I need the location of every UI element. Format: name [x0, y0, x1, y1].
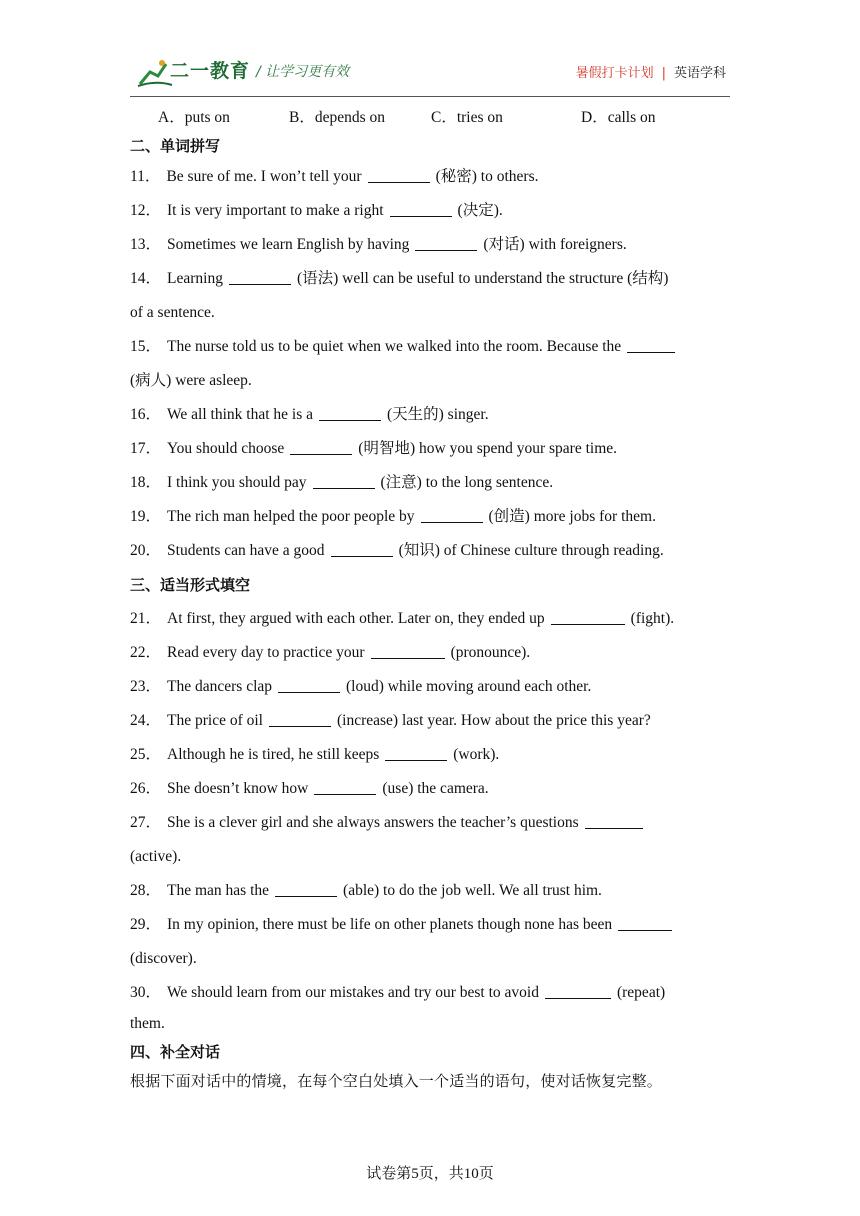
- worksheet-content: [130, 104, 732, 1096]
- question-29-continued: (discover).: [130, 950, 197, 967]
- answer-blank[interactable]: [618, 914, 672, 931]
- question-23: 23． The dancers clap (loud) while moving around each other.: [130, 678, 592, 695]
- page-footer: 试卷第5页，共10页: [366, 1166, 494, 1182]
- page-header: [130, 52, 730, 97]
- answer-blank[interactable]: [551, 608, 625, 625]
- answer-blank[interactable]: [313, 472, 375, 489]
- answer-blank[interactable]: [275, 880, 337, 897]
- question-20: 20． Students can have a good (知识) of Chinese culture through reading.: [130, 542, 664, 559]
- question-16: 16． We all think that he is a (天生的) singer.: [130, 406, 489, 423]
- answer-blank[interactable]: [390, 200, 452, 217]
- question-26: 26． She doesn’t know how (use) the camera.: [130, 780, 489, 797]
- answer-blank[interactable]: [269, 710, 331, 727]
- answer-blank[interactable]: [385, 744, 447, 761]
- plan-label: 暑假打卡计划: [575, 66, 654, 81]
- section-instruction: 根据下面对话中的情境，在每个空白处填入一个适当的语句，使对话恢复完整。: [130, 1072, 663, 1090]
- question-13: 13． Sometimes we learn English by having (对话) with foreigners.: [130, 236, 627, 253]
- question-22: 22． Read every day to practice your (pronounce).: [130, 644, 531, 661]
- answer-blank[interactable]: [319, 404, 381, 421]
- question-27: 27． She is a clever girl and she always answers the teacher’s questions: [130, 806, 732, 840]
- question-28: 28． The man has the (able) to do the job well. We all trust him.: [130, 882, 602, 899]
- question-15: 15． The nurse told us to be quiet when we walked into the room. Because the: [130, 330, 732, 364]
- answer-blank[interactable]: [627, 336, 675, 353]
- answer-blank[interactable]: [290, 438, 352, 455]
- option-d: D．calls on: [581, 109, 656, 126]
- option-b: B．depends on: [289, 109, 386, 126]
- section-heading-spelling: 二、单词拼写: [130, 137, 221, 155]
- question-25: 25． Although he is tired, he still keeps (work).: [130, 746, 500, 763]
- option-a: A．puts on: [158, 109, 230, 126]
- subject-label: 英语学科: [673, 66, 726, 81]
- question-14-continued: of a sentence.: [130, 304, 215, 321]
- question-21: 21． At first, they argued with each other. Later on, they ended up (fight).: [130, 610, 675, 627]
- answer-blank[interactable]: [415, 234, 477, 251]
- answer-blank[interactable]: [368, 166, 430, 183]
- slogan: / 让学习更有效: [256, 64, 350, 80]
- answer-blank[interactable]: [314, 778, 376, 795]
- section-heading-dialogue: 四、补全对话: [130, 1043, 221, 1061]
- answer-blank[interactable]: [371, 642, 445, 659]
- question-30-continued: them.: [130, 1015, 165, 1032]
- answer-blank[interactable]: [229, 268, 291, 285]
- option-c: C．tries on: [431, 109, 503, 126]
- answer-blank[interactable]: [331, 540, 393, 557]
- question-14: 14． Learning (语法) well can be useful to understand the structure (结构): [130, 270, 669, 287]
- header-right: [576, 62, 726, 81]
- answer-blank[interactable]: [545, 982, 611, 999]
- question-15-continued: (病人) were asleep.: [130, 372, 252, 389]
- question-29: 29． In my opinion, there must be life on other planets though none has been: [130, 908, 732, 942]
- question-30: 30． We should learn from our mistakes and try our best to avoid (repeat): [130, 984, 666, 1001]
- question-18: 18． I think you should pay (注意) to the long sentence.: [130, 474, 554, 491]
- logo-text: 二一教育: [170, 60, 251, 82]
- answer-blank[interactable]: [278, 676, 340, 693]
- answer-blank[interactable]: [585, 812, 643, 829]
- section-heading-forms: 三、适当形式填空: [130, 576, 251, 594]
- question-24: 24． The price of oil (increase) last year. How about the price this year?: [130, 712, 651, 729]
- question-12: 12． It is very important to make a right (决定).: [130, 202, 503, 219]
- question-11: 11． Be sure of me. I won’t tell your (秘密) to others.: [130, 168, 539, 185]
- question-17: 17． You should choose (明智地) how you spend your spare time.: [130, 440, 618, 457]
- answer-blank[interactable]: [421, 506, 483, 523]
- question-19: 19． The rich man helped the poor people by (创造) more jobs for them.: [130, 508, 656, 525]
- question-27-continued: (active).: [130, 848, 182, 865]
- header-separator: |: [661, 66, 666, 81]
- answer-options: [130, 104, 732, 132]
